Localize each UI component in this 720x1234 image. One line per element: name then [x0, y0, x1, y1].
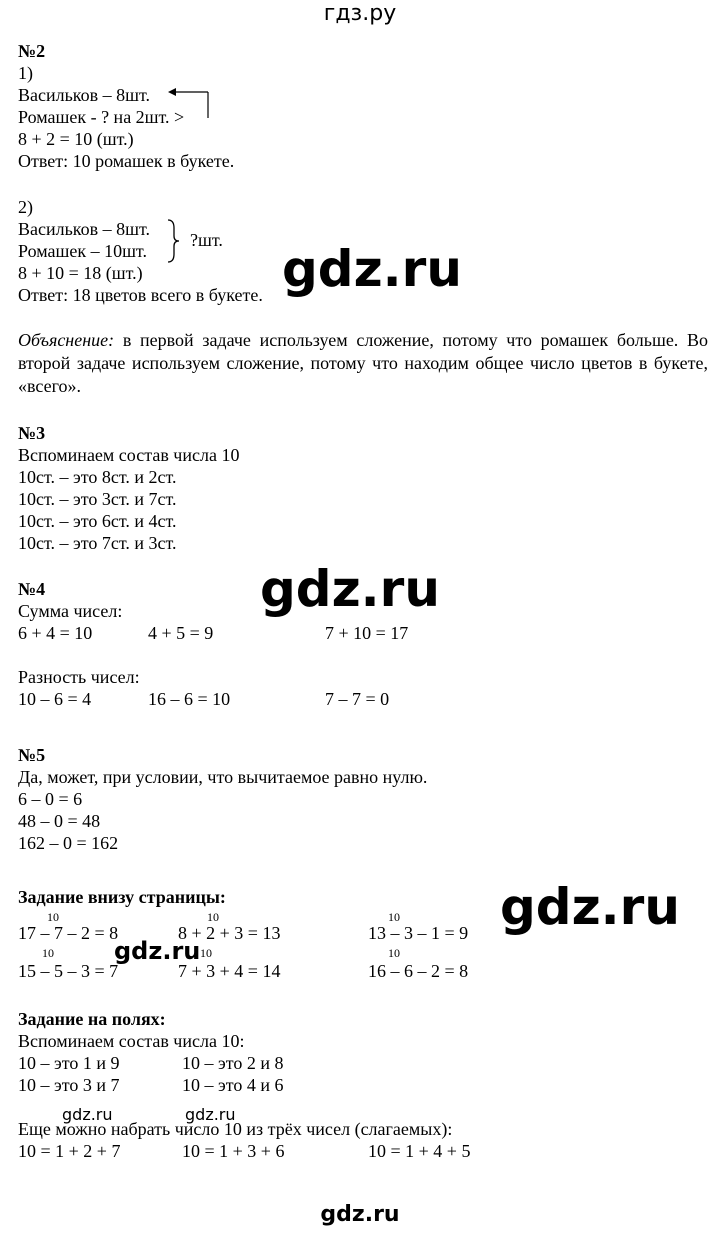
- task5-line: 162 – 0 = 162: [18, 833, 119, 853]
- watermark: gdz.ru: [185, 1105, 236, 1124]
- task5-line: 6 – 0 = 6: [18, 789, 83, 809]
- margin-task-title: Задание на полях:: [18, 1009, 166, 1029]
- task5-number: №5: [18, 745, 46, 765]
- task4-diff-label: Разность чисел:: [18, 667, 140, 687]
- task2-part1-label: 1): [18, 63, 33, 83]
- watermark: gdz.ru: [500, 878, 680, 936]
- bottom-task-expr: 7 + 3 + 4 = 14: [178, 961, 281, 981]
- task3-line: 10ст. – это 6ст. и 4ст.: [18, 511, 177, 531]
- superscript-10: 10: [42, 946, 54, 960]
- bottom-task-expr: 17 – 7 – 2 = 8: [18, 923, 119, 943]
- task2-part2-label: 2): [18, 197, 33, 217]
- bottom-task-expr: 15 – 5 – 3 = 7: [18, 961, 119, 981]
- margin-task-sum: 10 = 1 + 2 + 7: [18, 1141, 121, 1161]
- watermark: gdz.ru: [282, 240, 462, 298]
- site-footer: gdz.ru: [320, 1202, 400, 1227]
- margin-task-sum: 10 = 1 + 4 + 5: [368, 1141, 471, 1161]
- task4-sum: 4 + 5 = 9: [148, 623, 214, 643]
- task5-line: 48 – 0 = 48: [18, 811, 101, 831]
- margin-task-item: 10 – это 4 и 6: [182, 1075, 284, 1095]
- superscript-10: 10: [388, 946, 400, 960]
- task2-part2-answer: Ответ: 18 цветов всего в букете.: [18, 285, 263, 305]
- task4-sum: 7 + 10 = 17: [325, 623, 409, 643]
- task4-diff: 16 – 6 = 10: [148, 689, 231, 709]
- margin-task-more: Еще можно набрать число 10 из трёх чисел (слагаемых):: [18, 1119, 453, 1139]
- bottom-task-expr: 13 – 3 – 1 = 9: [368, 923, 469, 943]
- watermark: gdz.ru: [260, 560, 440, 618]
- margin-task-intro: Вспоминаем состав числа 10:: [18, 1031, 245, 1051]
- superscript-10: 10: [388, 910, 400, 924]
- task4-diff: 10 – 6 = 4: [18, 689, 92, 709]
- task2-part1-calc: 8 + 2 = 10 (шт.): [18, 129, 134, 149]
- watermark: gdz.ru: [62, 1105, 113, 1124]
- task3-number: №3: [18, 423, 46, 443]
- task3-intro: Вспоминаем состав числа 10: [18, 445, 240, 465]
- brace-icon: [0, 0, 720, 280]
- task2-part2-line1: Васильков – 8шт.: [18, 219, 151, 239]
- margin-task-item: 10 – это 1 и 9: [18, 1053, 120, 1073]
- bottom-task-title: Задание внизу страницы:: [18, 887, 226, 907]
- watermark: gdz.ru: [114, 937, 201, 965]
- superscript-10: 10: [47, 910, 59, 924]
- superscript-10: 10: [207, 910, 219, 924]
- task2-part1-line1: Васильков – 8шт.: [18, 85, 151, 105]
- margin-task-sum: 10 = 1 + 3 + 6: [182, 1141, 285, 1161]
- task2-part1-line2: Ромашек - ? на 2шт. >: [18, 107, 185, 127]
- task2-explanation: [18, 329, 708, 398]
- task3-line: 10ст. – это 8ст. и 2ст.: [18, 467, 177, 487]
- explanation-text: в первой задаче используем сложение, потому что ромашек больше. Во второй задаче используем сложение, потому что находим общее число цветов в букете, «всего».: [18, 330, 708, 396]
- task2-part1-answer: Ответ: 10 ромашек в букете.: [18, 151, 235, 171]
- task2-part2-line2: Ромашек – 10шт.: [18, 241, 147, 261]
- task4-number: №4: [18, 579, 46, 599]
- superscript-10: 10: [200, 946, 212, 960]
- task3-line: 10ст. – это 7ст. и 3ст.: [18, 533, 177, 553]
- task3-line: 10ст. – это 3ст. и 7ст.: [18, 489, 177, 509]
- margin-task-item: 10 – это 2 и 8: [182, 1053, 284, 1073]
- margin-task-item: 10 – это 3 и 7: [18, 1075, 120, 1095]
- task2-part2-calc: 8 + 10 = 18 (шт.): [18, 263, 143, 283]
- task4-diff: 7 – 7 = 0: [325, 689, 390, 709]
- bottom-task-expr: 16 – 6 – 2 = 8: [368, 961, 469, 981]
- task5-text: Да, может, при условии, что вычитаемое равно нулю.: [18, 767, 428, 787]
- task4-sum-label: Сумма чисел:: [18, 601, 123, 621]
- explanation-label: Объяснение:: [18, 330, 115, 350]
- site-header: гдз.ру: [323, 1, 397, 26]
- task2-number: №2: [18, 41, 46, 61]
- task4-sum: 6 + 4 = 10: [18, 623, 93, 643]
- task2-part2-question: ?шт.: [190, 230, 223, 250]
- bottom-task-expr: 8 + 2 + 3 = 13: [178, 923, 281, 943]
